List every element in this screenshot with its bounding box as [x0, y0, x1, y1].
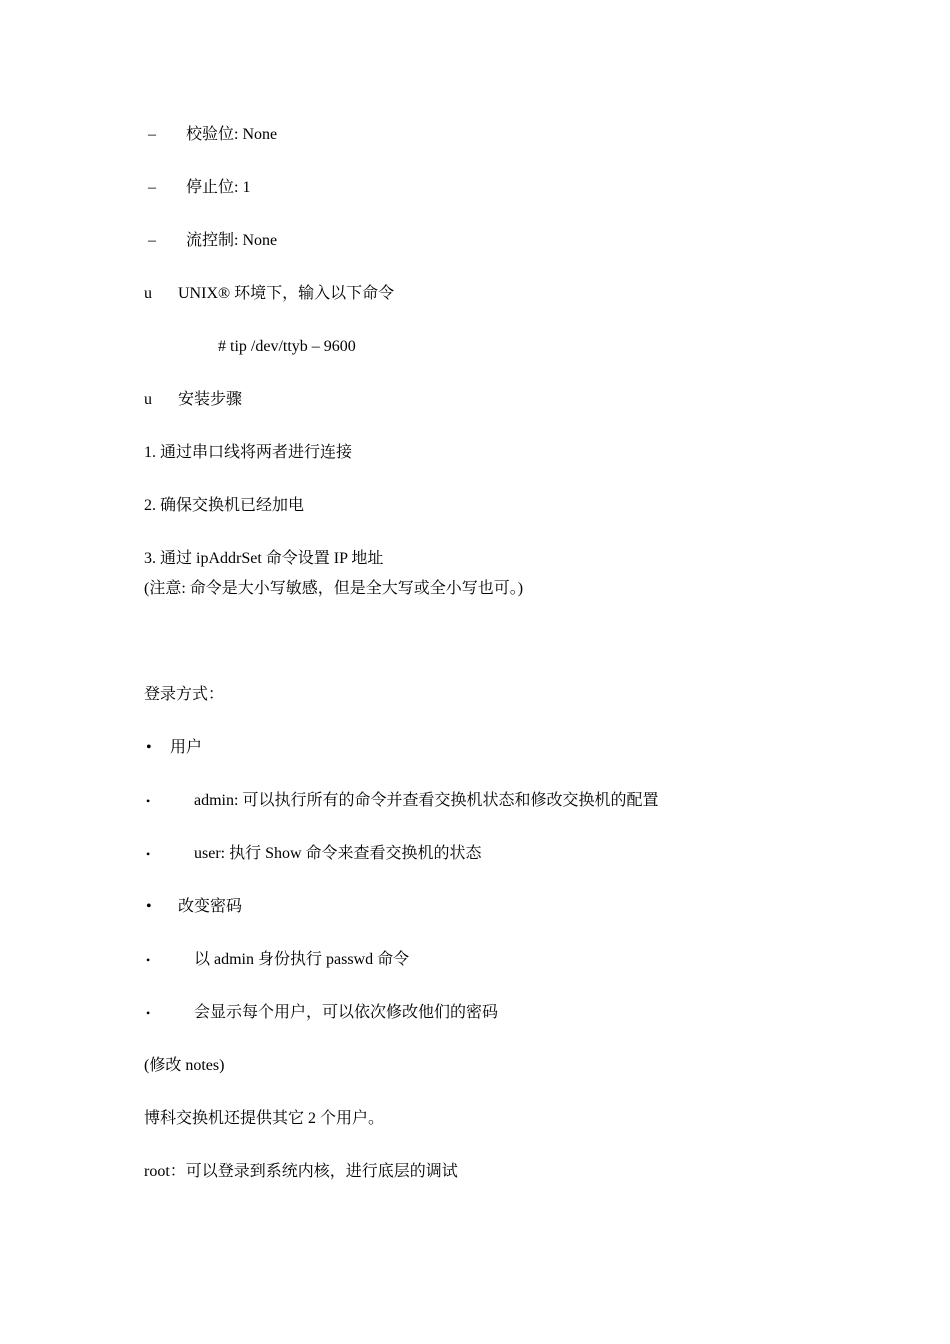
flow-control-marker: –	[148, 232, 156, 249]
each-user-bullet: •	[146, 1006, 151, 1020]
stop-bits-setting: 停止位: 1	[186, 179, 251, 196]
flow-control-setting: 流控制: None	[186, 232, 278, 249]
change-password-label: 改变密码	[178, 898, 243, 915]
unix-marker: u	[144, 285, 152, 302]
root-description: root：可以登录到系统内核，进行底层的调试	[144, 1163, 458, 1180]
unix-command: # tip /dev/ttyb – 9600	[218, 338, 356, 355]
each-user-description: 会显示每个用户，可以依次修改他们的密码	[194, 1004, 499, 1021]
users-bullet: •	[146, 739, 152, 756]
admin-description: admin: 可以执行所有的命令并查看交换机状态和修改交换机的配置	[194, 792, 659, 809]
extra-users-text: 博科交换机还提供其它 2 个用户。	[144, 1110, 385, 1127]
modify-notes: (修改 notes)	[144, 1057, 225, 1074]
install-step-3: 3. 通过 ipAddrSet 命令设置 IP 地址	[144, 550, 384, 567]
install-heading: 安装步骤	[178, 391, 243, 408]
user-bullet: •	[146, 847, 151, 861]
user-description: user: 执行 Show 命令来查看交换机的状态	[194, 845, 482, 862]
stop-bits-marker: –	[148, 179, 156, 196]
install-step-2: 2. 确保交换机已经加电	[144, 497, 305, 514]
passwd-instruction: 以 admin 身份执行 passwd 命令	[194, 951, 410, 968]
change-password-bullet: •	[146, 898, 152, 915]
login-heading: 登录方式：	[144, 686, 225, 703]
parity-setting: 校验位: None	[186, 126, 278, 143]
install-step-1: 1. 通过串口线将两者进行连接	[144, 444, 353, 461]
parity-marker: –	[148, 126, 156, 143]
users-label: 用户	[170, 739, 203, 756]
install-note: (注意: 命令是大小写敏感，但是全大写或全小写也可。)	[144, 580, 524, 597]
passwd-bullet: •	[146, 953, 151, 967]
unix-instruction: UNIX® 环境下，输入以下命令	[178, 285, 395, 302]
admin-bullet: •	[146, 794, 151, 808]
install-marker: u	[144, 391, 152, 408]
